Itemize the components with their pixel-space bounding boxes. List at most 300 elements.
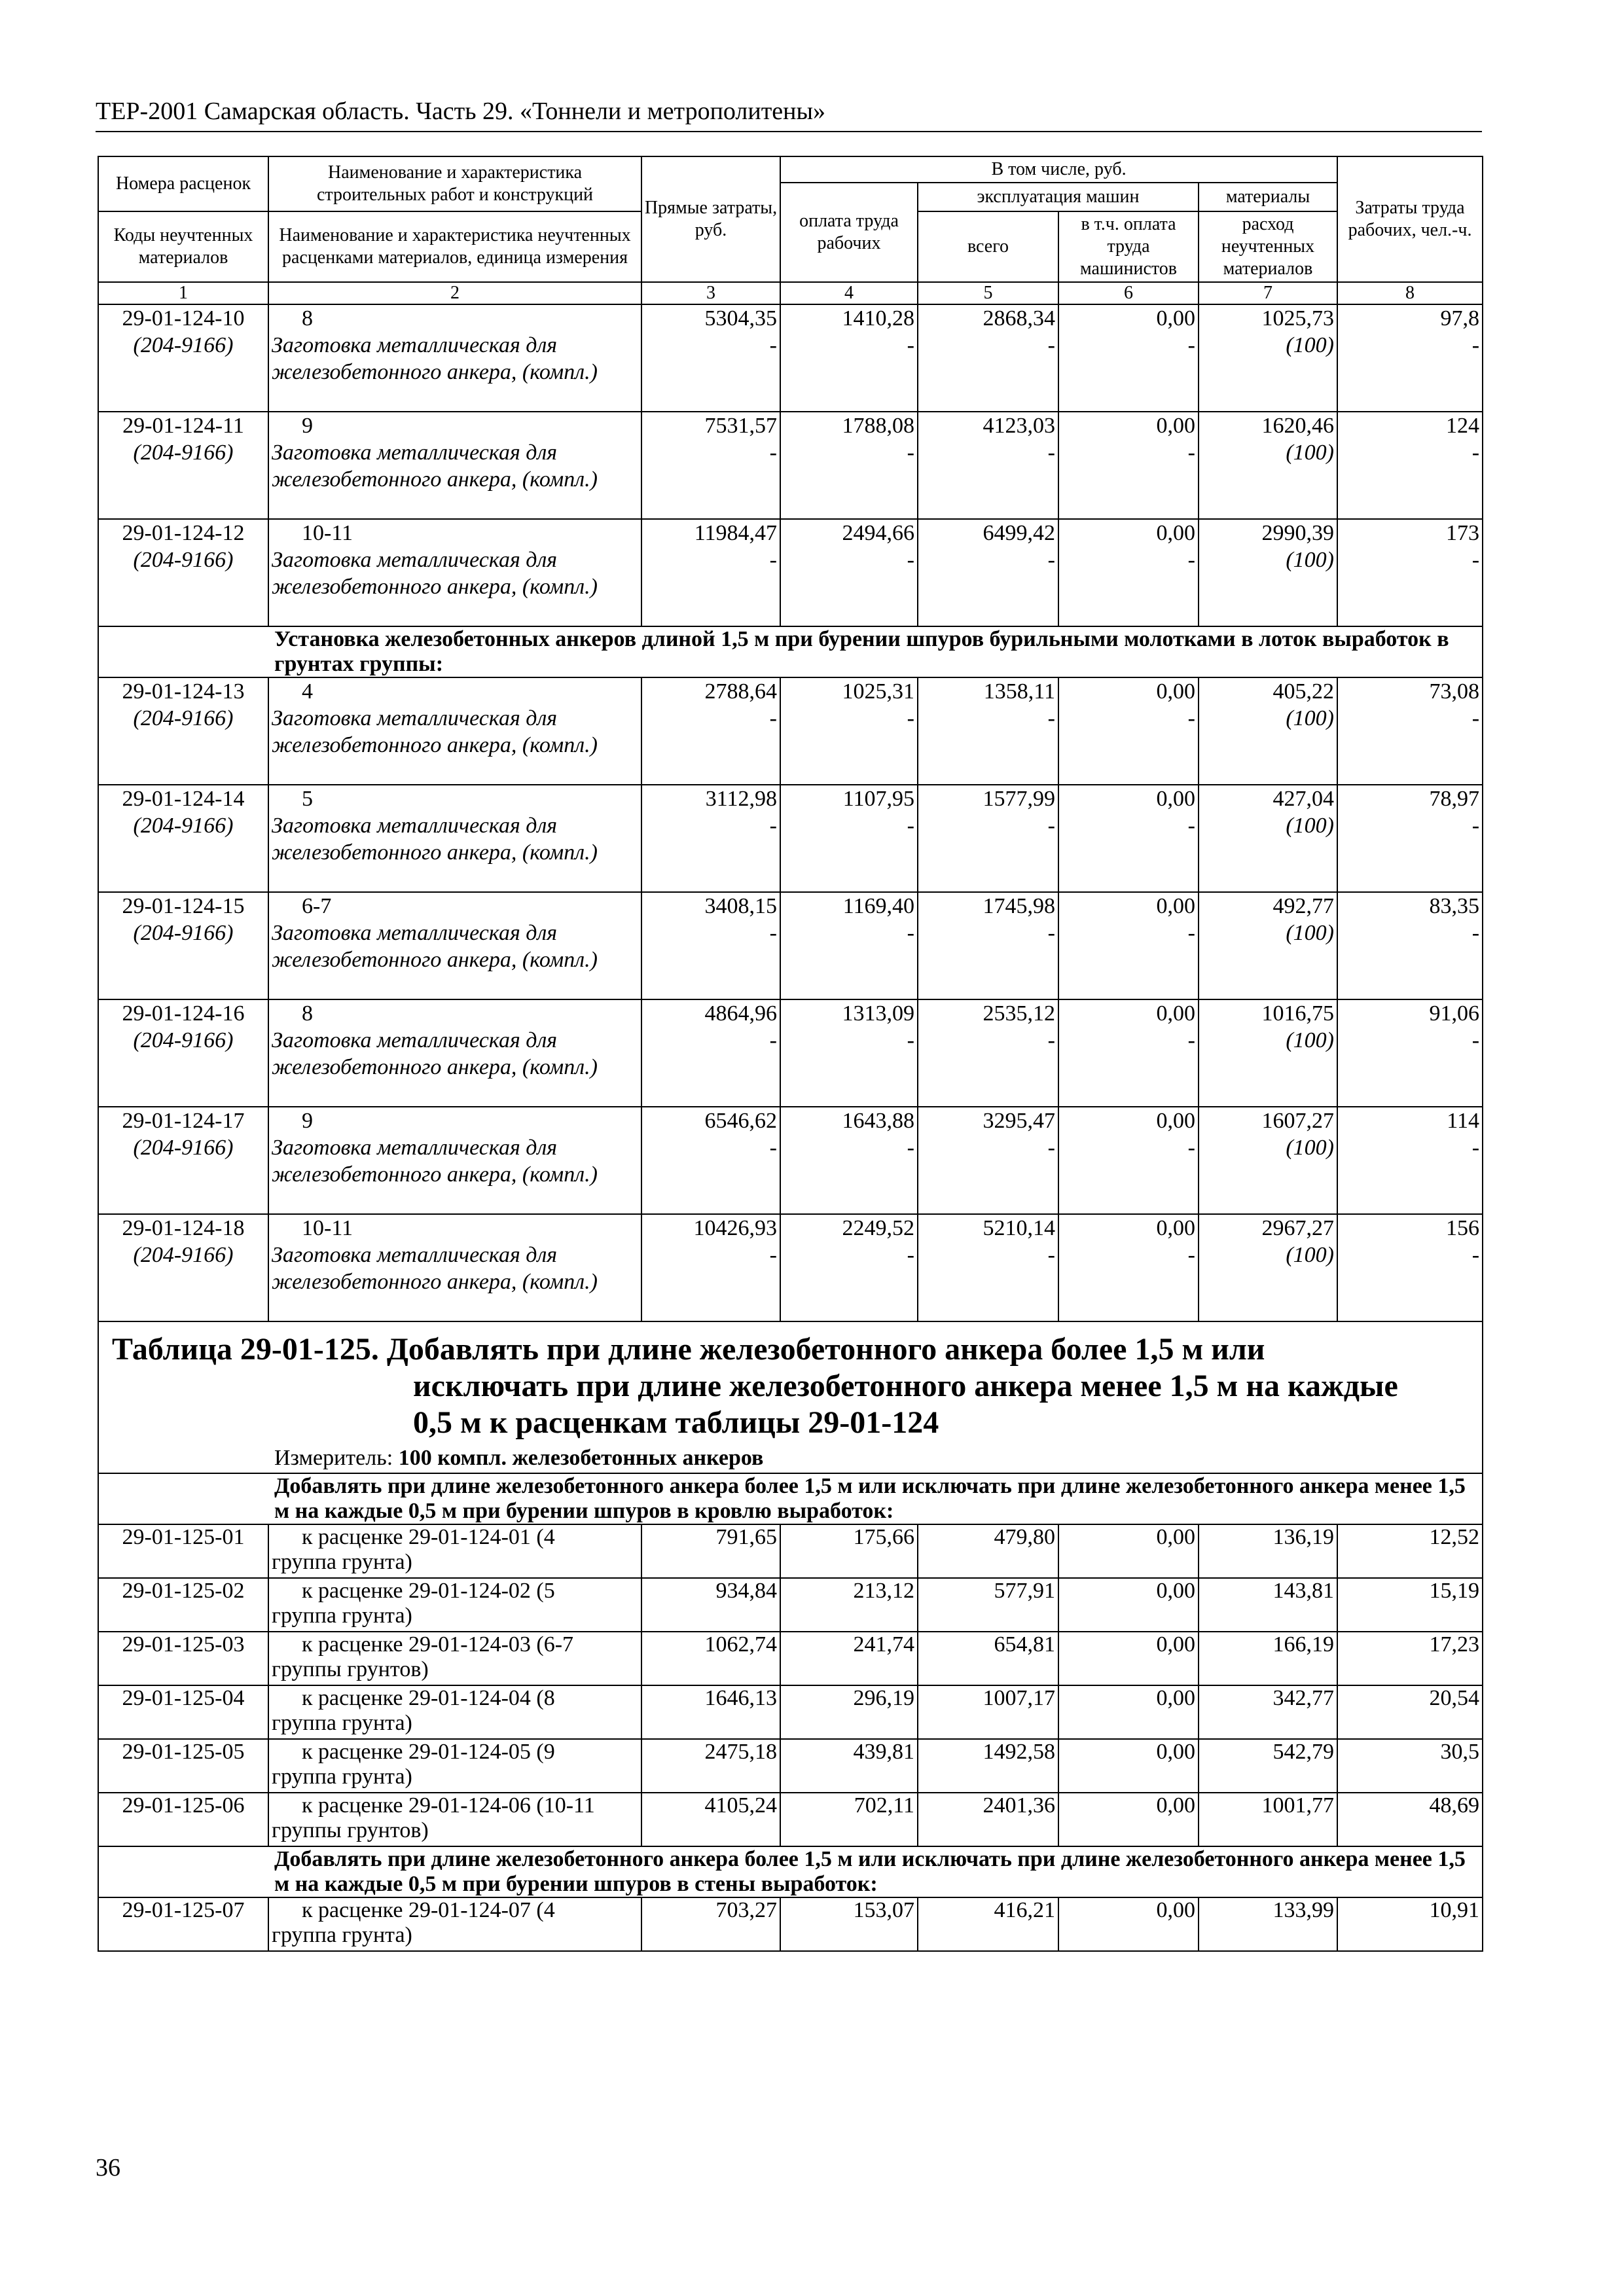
rate-name-line: группа грунта) [272,1923,412,1947]
labor-hours: 15,19 [1337,1578,1483,1632]
rate-name-line: к расценке 29-01-124-01 (4 [302,1525,555,1549]
rate-name-cell [268,785,641,892]
material-description: Заготовка металлическая для железобетонного анкера, (компл.) [272,440,598,492]
machines-total: 1007,17 [918,1685,1058,1739]
labor-hours-cell [1337,519,1483,626]
direct-cost: 7531,57 [704,414,777,438]
dash: - [769,814,777,838]
direct-cost-cell [641,999,780,1107]
rate-code-cell [98,892,268,999]
col-number: 5 [918,282,1058,304]
rows-a [98,304,1483,626]
table-row [98,677,1483,785]
rate-code: 29-01-124-17 [122,1109,245,1133]
labor-cell [780,412,918,519]
labor-cell [780,304,918,412]
dash: - [907,548,914,572]
labor-pay: 439,81 [780,1739,918,1793]
labor-hours: 173 [1446,521,1480,545]
col-number: 4 [780,282,918,304]
labor-hours-cell [1337,785,1483,892]
table-row [98,1793,1483,1846]
dash: - [1187,706,1195,730]
incl-header: В том числе, руб. [780,156,1337,183]
rate-code: 29-01-124-13 [122,679,245,704]
operators-cell [1058,785,1199,892]
table-row [98,304,1483,412]
labor-hours: 83,35 [1429,894,1480,918]
direct-cost: 2475,18 [641,1739,780,1793]
rate-name-line: группы грунтов) [272,1818,429,1842]
operators-pay: 0,00 [1058,1793,1199,1846]
rows-d [98,1897,1483,1951]
rate-code: 29-01-124-18 [122,1216,245,1240]
dash: - [769,1028,777,1052]
measure-label: Измеритель: [274,1446,399,1470]
labor-pay: 1169,40 [842,894,914,918]
rate-code-cell [98,1107,268,1214]
machines-total: 2401,36 [918,1793,1058,1846]
operators-pay: 0,00 [1058,1685,1199,1739]
rate-code-cell [98,412,268,519]
dash: - [907,921,914,945]
operators-cell [1058,892,1199,999]
rate-name-cell [268,412,641,519]
labor-cell [780,785,918,892]
rate-code: 29-01-124-12 [122,521,245,545]
rate-name-cell [268,677,641,785]
labor-hours: 91,06 [1429,1001,1480,1026]
material-code: (204-9166) [133,921,234,945]
rate-name-cell [268,1632,641,1685]
rate-name-cell [268,1107,641,1214]
rate-name-cell [268,1214,641,1321]
direct-cost-cell [641,412,780,519]
materials-cost: 1016,75 [1261,1001,1335,1026]
rate-name: 10-11 [302,521,353,545]
dash: - [1471,1028,1480,1052]
materials-cost: 1607,27 [1261,1109,1335,1133]
operators-pay: 0,00 [1058,1632,1199,1685]
rate-code-cell [98,519,268,626]
materials-cost: 405,22 [1272,679,1335,704]
rate-code-cell [98,304,268,412]
col2-bottom-header: Наименование и характеристика неучтенных расценками материалов, единица измерения [268,211,641,282]
dash: - [1187,440,1195,465]
rate-name: 10-11 [302,1216,353,1240]
labor-cell [780,1107,918,1214]
measure-value: 100 компл. железобетонных анкеров [398,1446,764,1470]
section-d [98,1846,1483,1897]
col2-top-header: Наименование и характеристика строительных работ и конструкций [268,156,641,211]
material-qty: (100) [1286,706,1335,730]
dash: - [1471,548,1480,572]
rates-table [98,156,1483,1952]
material-code: (204-9166) [133,814,234,838]
col-number: 2 [268,282,641,304]
material-description: Заготовка металлическая для железобетонного анкера, (компл.) [272,706,598,757]
material-description: Заготовка металлическая для железобетонного анкера, (компл.) [272,548,598,599]
machines-total: 3295,47 [983,1109,1055,1133]
table-row [98,1739,1483,1793]
table-125-title-line: Таблица 29-01-125. Добавлять при длине железобетонного анкера более 1,5 м или [112,1332,1265,1367]
table-row [98,999,1483,1107]
direct-cost: 4864,96 [704,1001,777,1026]
direct-cost-cell [641,892,780,999]
table-row [98,519,1483,626]
table-row [98,785,1483,892]
material-description: Заготовка металлическая для железобетонного анкера, (компл.) [272,814,598,865]
materials-cell [1199,412,1337,519]
rate-name-cell [268,1524,641,1578]
direct-cost: 11984,47 [694,521,777,545]
dash: - [1187,1243,1195,1267]
dash: - [907,440,914,465]
rate-name-cell [268,999,641,1107]
rate-name-cell [268,1897,641,1951]
labor-pay: 2494,66 [842,521,914,545]
material-qty: (100) [1286,1136,1335,1160]
material-code: (204-9166) [133,1028,234,1052]
materials-cost: 427,04 [1272,787,1335,811]
table-row [98,1107,1483,1214]
dash: - [769,921,777,945]
labor-pay: 2249,52 [842,1216,914,1240]
operators-cell [1058,1107,1199,1214]
materials-cell [1199,1107,1337,1214]
operators-cell [1058,677,1199,785]
labor-hours: 10,91 [1337,1897,1483,1951]
labor-hours-cell [1337,304,1483,412]
labor-pay: 175,66 [780,1524,918,1578]
rate-code: 29-01-125-06 [98,1793,268,1846]
machines-cell [918,519,1058,626]
header-rule [96,131,1482,132]
materials-cost: 1025,73 [1261,306,1335,331]
machines-total: 2868,34 [983,306,1055,331]
material-description: Заготовка металлическая для железобетонного анкера, (компл.) [272,1243,598,1294]
materials-cell [1199,519,1337,626]
table-row [98,1632,1483,1685]
dash: - [907,1136,914,1160]
operators-cell [1058,304,1199,412]
direct-cost: 934,84 [641,1578,780,1632]
labor-hours: 124 [1446,414,1480,438]
operators-pay: 0,00 [1156,306,1195,331]
material-qty: (100) [1286,333,1335,357]
material-code: (204-9166) [133,1243,234,1267]
labor-hours-cell [1337,999,1483,1107]
labor-pay: 702,11 [780,1793,918,1846]
rate-name-cell [268,1793,641,1846]
operators-cell [1058,1214,1199,1321]
table-125-title-block [98,1321,1483,1524]
rate-name-line: к расценке 29-01-124-06 (10-11 [302,1793,595,1818]
dash: - [769,548,777,572]
materials-header: материалы [1199,183,1337,211]
direct-cost: 703,27 [641,1897,780,1951]
rate-name: 6-7 [302,894,332,918]
table-row [98,1897,1483,1951]
materials-cost: 342,77 [1199,1685,1337,1739]
rate-code: 29-01-124-16 [122,1001,245,1026]
table-row [98,1214,1483,1321]
col-number: 7 [1199,282,1337,304]
labor-cell [780,892,918,999]
labor-pay: 213,12 [780,1578,918,1632]
labor-cell [780,519,918,626]
labor-hours: 156 [1446,1216,1480,1240]
direct-cost: 2788,64 [704,679,777,704]
rate-code: 29-01-125-01 [98,1524,268,1578]
col3-header: Прямые затраты, руб. [641,156,780,282]
direct-cost-cell [641,677,780,785]
dash: - [1047,333,1055,357]
col-number: 3 [641,282,780,304]
dash: - [769,440,777,465]
material-code: (204-9166) [133,333,234,357]
direct-cost: 1062,74 [641,1632,780,1685]
materials-cost: 143,81 [1199,1578,1337,1632]
dash: - [1047,814,1055,838]
section-b-heading: Установка железобетонных анкеров длиной 1,5 м при бурении шпуров бурильными молотками в лоток выработок в грунтах группы: [98,626,1483,677]
rate-name-line: группа грунта) [272,1604,412,1628]
materials-cost: 2967,27 [1261,1216,1335,1240]
rate-name-cell [268,1685,641,1739]
direct-cost: 4105,24 [641,1793,780,1846]
dash: - [1471,1243,1480,1267]
dash: - [907,1028,914,1052]
dash: - [769,706,777,730]
labor-pay: 1025,31 [842,679,914,704]
col1-top-header: Номера расценок [98,156,268,211]
dash: - [1047,706,1055,730]
material-qty: (100) [1286,921,1335,945]
direct-cost-cell [641,1214,780,1321]
col-number: 6 [1058,282,1199,304]
rate-code: 29-01-124-11 [122,414,244,438]
rate-code: 29-01-124-14 [122,787,245,811]
labor-hours-cell [1337,412,1483,519]
labor-pay: 1313,09 [842,1001,914,1026]
rate-name: 8 [302,306,313,331]
labor-hours-cell [1337,677,1483,785]
rate-name-line: к расценке 29-01-124-04 (8 [302,1686,555,1710]
material-code: (204-9166) [133,548,234,572]
operators-pay: 0,00 [1156,679,1195,704]
labor-hours: 114 [1447,1109,1480,1133]
rate-name: 9 [302,414,313,438]
operators-pay: 0,00 [1058,1897,1199,1951]
dash: - [1187,921,1195,945]
table-head [98,156,1483,304]
rate-code: 29-01-125-03 [98,1632,268,1685]
table-row [98,892,1483,999]
material-description: Заготовка металлическая для железобетонного анкера, (компл.) [272,1028,598,1079]
direct-cost-cell [641,304,780,412]
materials-cost: 1620,46 [1261,414,1335,438]
col-number: 1 [98,282,268,304]
machines-header: эксплуатация машин [918,183,1199,211]
operators-pay: 0,00 [1156,521,1195,545]
labor-hours-cell [1337,892,1483,999]
dash: - [907,333,914,357]
col8-header: Затраты труда рабочих, чел.-ч. [1337,156,1483,282]
labor-hours: 97,8 [1440,306,1480,331]
rate-name-cell [268,892,641,999]
material-qty: (100) [1286,814,1335,838]
materials-cell [1199,785,1337,892]
material-code: (204-9166) [133,706,234,730]
rate-name-line: группа грунта) [272,1711,412,1735]
dash: - [1047,548,1055,572]
labor-pay: 1410,28 [842,306,914,331]
direct-cost: 3112,98 [705,787,777,811]
operators-pay: 0,00 [1156,1109,1195,1133]
col6-header: в т.ч. оплата труда машинистов [1058,211,1199,282]
section-b [98,626,1483,677]
dash: - [907,814,914,838]
materials-cell [1199,999,1337,1107]
rate-code-cell [98,999,268,1107]
dash: - [1047,440,1055,465]
material-qty: (100) [1286,1243,1335,1267]
col1-bottom-header: Коды неучтенных материалов [98,211,268,282]
rate-code-cell [98,1214,268,1321]
rate-code: 29-01-125-07 [98,1897,268,1951]
dash: - [907,706,914,730]
direct-cost: 791,65 [641,1524,780,1578]
direct-cost-cell [641,785,780,892]
rate-name-line: группа грунта) [272,1550,412,1574]
rate-name: 5 [302,787,313,811]
page-number: 36 [96,2154,120,2181]
table-row [98,1524,1483,1578]
labor-pay: 1788,08 [842,414,914,438]
rate-name-cell [268,1739,641,1793]
dash: - [1047,1243,1055,1267]
labor-cell [780,677,918,785]
dash: - [1471,1136,1480,1160]
labor-hours: 78,97 [1429,787,1480,811]
col5-header: всего [918,211,1058,282]
rows-c [98,1524,1483,1846]
page-header: ТЕР-2001 Самарская область. Часть 29. «Тоннели и метрополитены» [96,98,826,125]
material-qty: (100) [1286,1028,1335,1052]
labor-cell [780,1214,918,1321]
machines-total: 2535,12 [983,1001,1055,1026]
materials-cell [1199,304,1337,412]
materials-cost: 136,19 [1199,1524,1337,1578]
operators-pay: 0,00 [1156,787,1195,811]
operators-pay: 0,00 [1058,1524,1199,1578]
machines-total: 5210,14 [983,1216,1055,1240]
rate-code-cell [98,677,268,785]
rows-b [98,677,1483,1321]
direct-cost: 3408,15 [704,894,777,918]
rate-name-cell [268,1578,641,1632]
operators-cell [1058,999,1199,1107]
dash: - [1187,1136,1195,1160]
materials-cost: 1001,77 [1199,1793,1337,1846]
material-code: (204-9166) [133,440,234,465]
table-row [98,412,1483,519]
materials-cell [1199,1214,1337,1321]
machines-total: 416,21 [918,1897,1058,1951]
dash: - [769,1243,777,1267]
rate-code-cell [98,785,268,892]
materials-cost: 166,19 [1199,1632,1337,1685]
dash: - [1187,548,1195,572]
material-description: Заготовка металлическая для железобетонного анкера, (компл.) [272,333,598,384]
machines-cell [918,1107,1058,1214]
machines-cell [918,892,1058,999]
machines-cell [918,677,1058,785]
labor-hours: 48,69 [1337,1793,1483,1846]
machines-total: 577,91 [918,1578,1058,1632]
dash: - [1471,921,1480,945]
machines-total: 6499,42 [983,521,1055,545]
machines-cell [918,1214,1058,1321]
measure-line [112,1445,1469,1471]
table-125-title [98,1321,1483,1473]
direct-cost: 6546,62 [704,1109,777,1133]
direct-cost: 10426,93 [693,1216,777,1240]
dash: - [1047,1136,1055,1160]
machines-total: 1577,99 [983,787,1055,811]
labor-pay: 296,19 [780,1685,918,1739]
rate-name-line: группы грунтов) [272,1657,429,1681]
machines-total: 1358,11 [983,679,1055,704]
dash: - [1471,814,1480,838]
labor-hours-cell [1337,1107,1483,1214]
table-125-title-line: исключать при длине железобетонного анкера менее 1,5 м на каждые [413,1369,1398,1403]
machines-total: 1745,98 [983,894,1055,918]
direct-cost: 1646,13 [641,1685,780,1739]
operators-pay: 0,00 [1156,1001,1195,1026]
operators-pay: 0,00 [1156,414,1195,438]
rate-name-cell [268,304,641,412]
rate-name-line: к расценке 29-01-124-03 (6-7 [302,1632,574,1657]
rate-name-line: к расценке 29-01-124-05 (9 [302,1740,555,1764]
labor-pay: 1107,95 [842,787,914,811]
machines-total: 4123,03 [983,414,1055,438]
operators-pay: 0,00 [1156,894,1195,918]
labor-hours: 12,52 [1337,1524,1483,1578]
rate-code: 29-01-124-10 [122,306,245,331]
rate-name-line: к расценке 29-01-124-07 (4 [302,1898,555,1922]
table-125-title-line: 0,5 м к расценкам таблицы 29-01-124 [413,1405,939,1440]
labor-hours: 30,5 [1337,1739,1483,1793]
rate-name: 4 [302,679,313,704]
operators-pay: 0,00 [1156,1216,1195,1240]
machines-cell [918,304,1058,412]
rate-code: 29-01-125-04 [98,1685,268,1739]
dash: - [907,1243,914,1267]
rate-code: 29-01-124-15 [122,894,245,918]
operators-cell [1058,519,1199,626]
rate-name-line: к расценке 29-01-124-02 (5 [302,1579,555,1603]
section-c-heading: Добавлять при длине железобетонного анкера более 1,5 м или исключать при длине железобетонного анкера менее 1,5 м на каждые 0,5 м при бурении шпуров в кровлю выработок: [98,1473,1483,1524]
table-row [98,1685,1483,1739]
rate-name: 9 [302,1109,313,1133]
labor-hours: 17,23 [1337,1632,1483,1685]
col-number: 8 [1337,282,1483,304]
material-qty: (100) [1286,548,1335,572]
material-description: Заготовка металлическая для железобетонного анкера, (компл.) [272,921,598,972]
materials-cost: 133,99 [1199,1897,1337,1951]
rate-code: 29-01-125-05 [98,1739,268,1793]
